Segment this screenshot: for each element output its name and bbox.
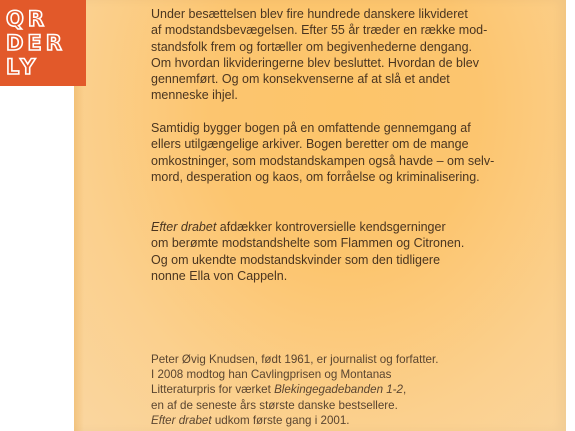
blurb-paragraph-1 [151, 6, 487, 104]
work-title-italic: Blekingegadebanden 1-2 [274, 383, 403, 397]
text-line: Under besættelsen blev fire hundrede danskere likvideret [151, 7, 468, 21]
text-line: gennemført. Og om konsekvenserne af at slå et andet [151, 72, 450, 87]
text-line: Samtidig bygger bogen på en omfattende gennemgang af [151, 121, 471, 135]
text-span: Litteraturpris for værket [151, 383, 275, 397]
text-line: af modstandsbevægelsen. Efter 55 år træder en række mod- [151, 23, 488, 38]
text-span: udkom første gang i 2001. [211, 413, 350, 427]
bio-line: I 2008 modtog han Cavlingprisen og Montanas [151, 368, 392, 382]
text-line: omkostninger, som modstandskampen også havde – om selv- [151, 153, 495, 168]
text-line: menneske ihjel. [151, 88, 238, 103]
blurb-paragraph-3 [151, 219, 464, 284]
text-line: ellers utilgængelige arkiver. Bogen beretter om de mange [151, 137, 469, 152]
text-line: nonne Ella von Cappeln. [151, 268, 288, 283]
book-title-italic: Efter drabet [151, 413, 212, 427]
logo-line-3: LY [6, 55, 40, 79]
bio-line [151, 413, 438, 428]
text-span: afdækker kontroversielle kendsgerninger [216, 220, 446, 234]
text-line: Om hvordan likvideringerne blev besluttet. Hvordan de blev [151, 55, 479, 70]
text-line [151, 219, 464, 235]
bio-line: en af de seneste års største danske bestsellere. [151, 398, 398, 412]
text-line: Og om ukendte modstandskvinder som den tidligere [151, 252, 441, 267]
text-line: mord, desperation og kaos, om forråelse og kriminalisering. [151, 169, 480, 184]
bio-line [151, 382, 438, 397]
orderly-logo [0, 0, 86, 86]
logo-line-1: QR [6, 7, 49, 31]
bio-line: Peter Øvig Knudsen, født 1961, er journalist og forfatter. [151, 353, 439, 366]
book-title-italic: Efter drabet [151, 220, 217, 234]
blurb-paragraph-2 [151, 120, 494, 185]
text-span: , [403, 383, 407, 397]
author-bio [151, 352, 438, 428]
text-line: standsfolk frem og fortæller om begivenhederne dengang. [151, 39, 473, 54]
logo-line-2: DER [6, 31, 66, 55]
text-line: om berømte modstandshelte som Flammen og Citronen. [151, 236, 465, 251]
